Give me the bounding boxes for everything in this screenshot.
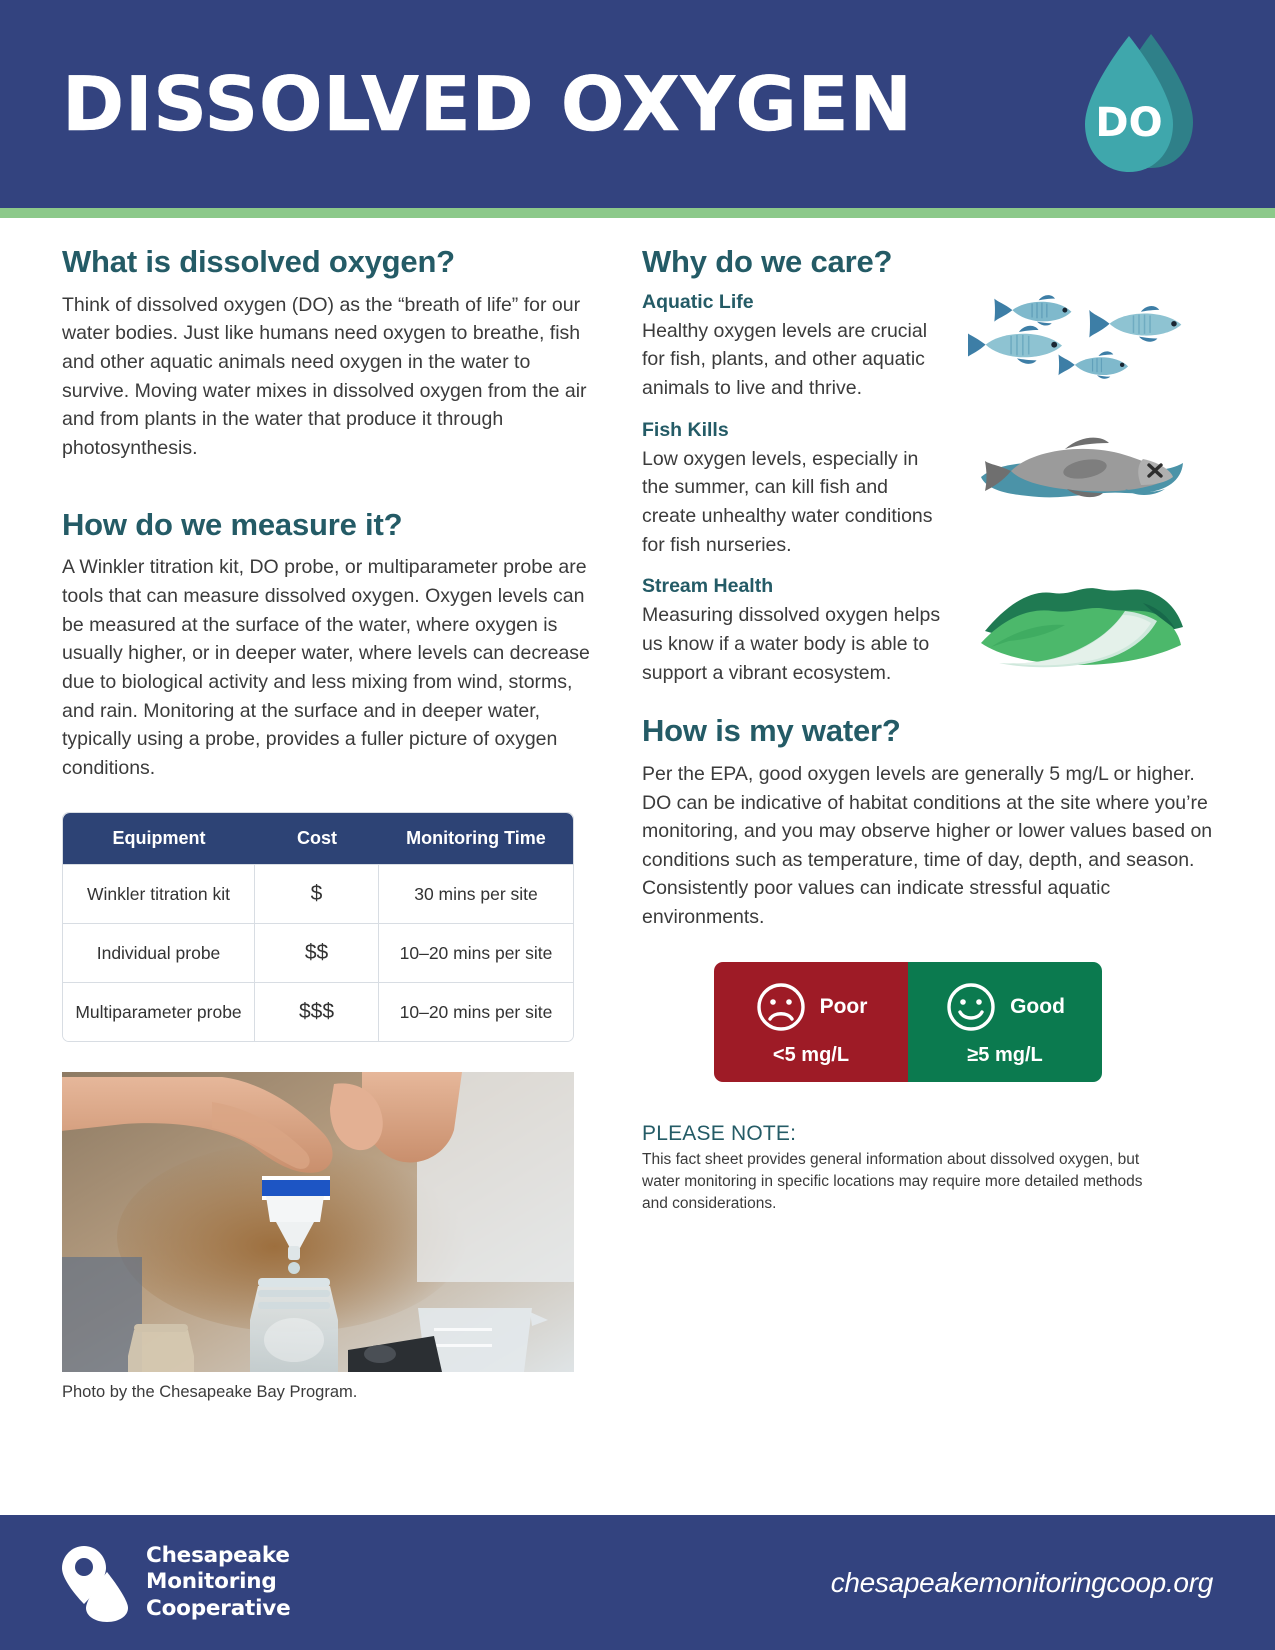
equipment-table-body: [63, 864, 573, 1041]
how-is-my-water-body: Per the EPA, good oxygen levels are generally 5 mg/L or higher. DO can be indicative of habitat conditions at the site where you’re monitoring, and you may observe higher or lower values based on conditions such as temperature, time of day, depth, and season. Consistently poor values can indicate stressful aquatic environments.: [642, 762, 1213, 929]
badge-good-label: Good: [1010, 994, 1065, 1018]
cell-cost: $: [255, 864, 379, 923]
table-row: [63, 982, 573, 1041]
spacer: [642, 403, 1213, 419]
sad-face-icon: [755, 981, 807, 1033]
badge-poor: [714, 962, 908, 1082]
care-item-aquatic-life: [642, 291, 1213, 403]
table-header-row: [63, 813, 573, 864]
care-item-stream-health: [642, 575, 1213, 687]
care-item-art: [952, 291, 1213, 401]
care-item-text: [642, 419, 942, 560]
table-row: [63, 864, 573, 923]
care-item-art: [952, 419, 1213, 519]
photo-caption: Photo by the Chesapeake Bay Program.: [62, 1383, 358, 1402]
cell-equipment: Winkler titration kit: [63, 864, 255, 923]
care-item-fish-kills: [642, 419, 1213, 560]
badge-good-row: [945, 981, 1065, 1033]
happy-face-icon: [945, 981, 997, 1033]
please-note-body: This fact sheet provides general information about dissolved oxygen, but water monitoring in specific locations may require more detailed methods and considerations.: [642, 1150, 1143, 1212]
care-item-art: [952, 575, 1213, 675]
titration-photo-image: [62, 1072, 574, 1372]
fish-kills-body: Low oxygen levels, especially in the summer, can kill fish and create unhealthy water conditions for fish nurseries.: [642, 447, 933, 556]
brand-line-1: Chesapeake: [146, 1543, 290, 1569]
please-note-heading: PLEASE NOTE:: [642, 1121, 797, 1145]
how-measure-body: A Winkler titration kit, DO probe, or multiparameter probe are tools that can measure dissolved oxygen. Oxygen levels can be measured at the surface of the water, where oxygen is usually higher, or in deeper water, where levels can decrease due to biological activity and less mixing from wind, storms, and rain. Monitoring at the surface and in deeper water, typically using a probe, provides a fuller picture of oxygen conditions.: [62, 556, 590, 779]
col-header-equipment: Equipment: [63, 813, 255, 864]
badge-poor-value: <5 mg/L: [772, 1043, 850, 1066]
badge-poor-row: [755, 981, 868, 1033]
care-item-text: [642, 291, 942, 403]
what-is-heading: What is dissolved oxygen?: [62, 244, 455, 279]
aquatic-life-title: Aquatic Life: [642, 290, 754, 313]
page-title: DISSOLVED OXYGEN: [62, 59, 913, 148]
cell-equipment: Multiparameter probe: [63, 982, 255, 1041]
water-quality-badges: [714, 962, 1102, 1082]
cell-cost: $$: [255, 923, 379, 982]
website-url[interactable]: chesapeakemonitoringcoop.org: [830, 1566, 1213, 1598]
brand-name: [146, 1543, 290, 1622]
fish-kills-title: Fish Kills: [642, 418, 729, 441]
equipment-table: [62, 812, 574, 1042]
spacer: [62, 463, 592, 507]
table-row: [63, 923, 573, 982]
dead-fish-icon: [975, 419, 1190, 519]
stream-health-title: Stream Health: [642, 575, 774, 598]
main-content: [0, 218, 1275, 1402]
cell-cost: $$$: [255, 982, 379, 1041]
brand-line-2: Monitoring: [146, 1569, 277, 1595]
badge-good: [908, 962, 1102, 1082]
water-droplet-logo-icon: [1063, 30, 1203, 180]
cell-time: 10–20 mins per site: [379, 982, 573, 1041]
badge-poor-label: Poor: [819, 994, 868, 1018]
col-header-monitoring-time: Monitoring Time: [379, 813, 573, 864]
brand-lockup: [62, 1543, 290, 1622]
stream-health-body: Measuring dissolved oxygen helps us know if a water body is able to support a vibrant ecosystem.: [642, 604, 941, 684]
how-is-my-water-heading: How is my water?: [642, 713, 901, 749]
equipment-table-head: [63, 813, 573, 864]
spacer: [642, 687, 1213, 713]
what-is-body: Think of dissolved oxygen (DO) as the “breath of life” for our water bodies. Just like humans need oxygen to breathe, fish and other aquatic animals need oxygen in the water to survive. Moving water mixes in dissolved oxygen from the air and from plants in the water that produce it through photosynthesis.: [62, 293, 587, 459]
aquatic-life-body: Healthy oxygen levels are crucial for fish, plants, and other aquatic animals to live and thrive.: [642, 319, 928, 399]
right-column: [642, 244, 1213, 1402]
page-header: [0, 0, 1275, 208]
cell-time: 30 mins per site: [379, 864, 573, 923]
page-footer: [0, 1515, 1275, 1650]
school-of-fish-icon: [968, 291, 1198, 401]
spacer: [642, 559, 1213, 575]
brand-line-3: Cooperative: [146, 1595, 291, 1621]
map-pin-droplet-logo-icon: [62, 1544, 128, 1622]
how-measure-heading: How do we measure it?: [62, 506, 403, 542]
why-care-heading: Why do we care?: [642, 244, 893, 279]
left-column: [62, 244, 592, 1402]
green-stream-landscape-icon: [975, 575, 1190, 675]
cell-equipment: Individual probe: [63, 923, 255, 982]
care-item-text: [642, 575, 942, 687]
col-header-cost: Cost: [255, 813, 379, 864]
titration-photo: [62, 1072, 574, 1372]
accent-band: [0, 208, 1275, 218]
badge-good-value: ≥5 mg/L: [967, 1043, 1043, 1066]
droplet-label: DO: [1095, 100, 1163, 146]
cell-time: 10–20 mins per site: [379, 923, 573, 982]
